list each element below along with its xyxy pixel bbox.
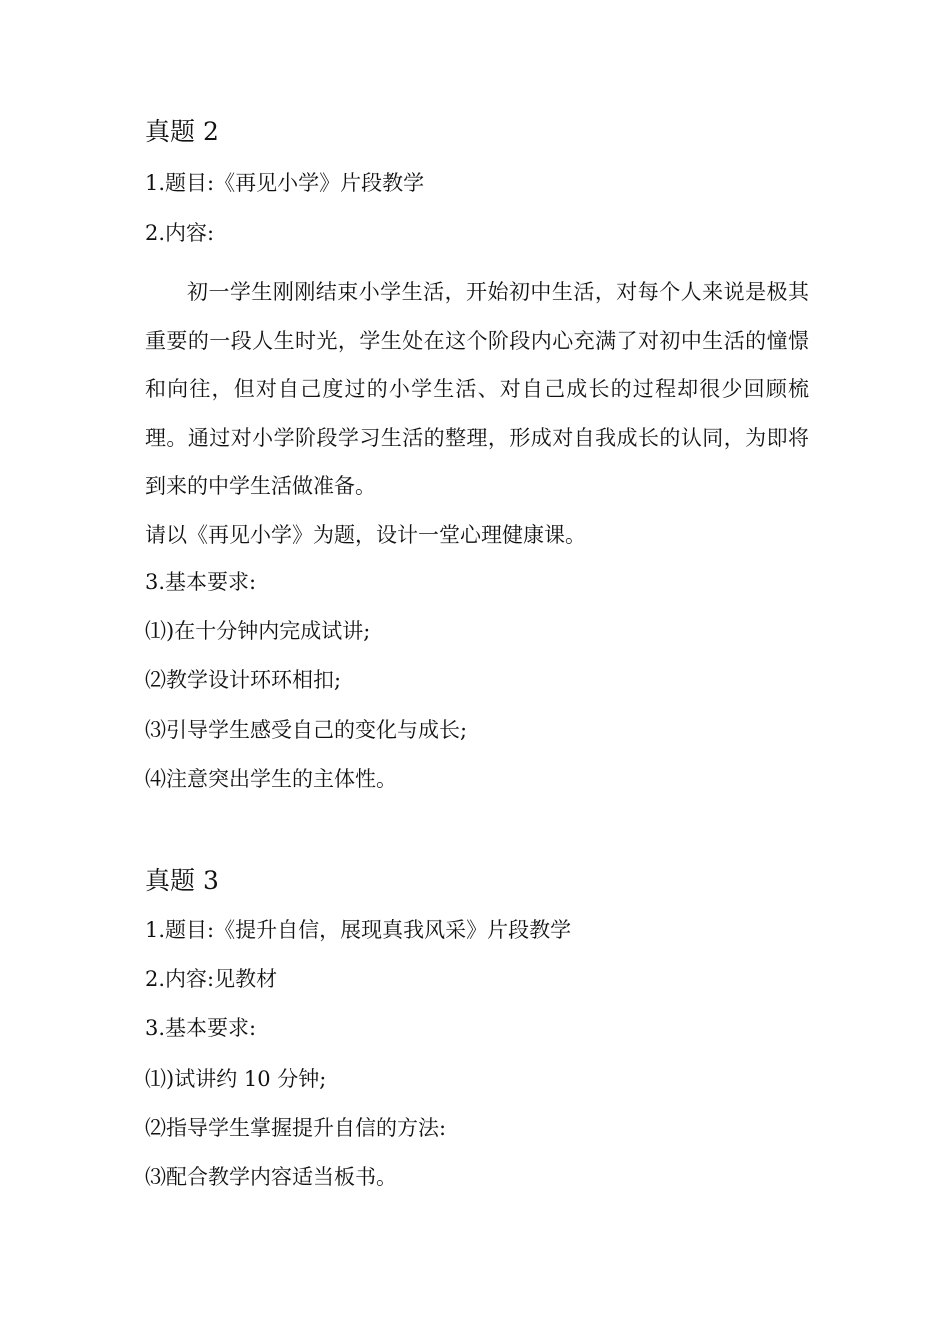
section-2-instruction: 请以《再见小学》为题，设计一堂心理健康课。 <box>145 523 586 547</box>
section-2-requirement-4: ⑷注意突出学生的主体性。 <box>145 767 397 791</box>
section-2-heading: 真题 2 <box>145 117 219 146</box>
section-2-requirement-2: ⑵教学设计环环相扣; <box>145 668 342 692</box>
section-2-requirement-3: ⑶引导学生感受自己的变化与成长; <box>145 718 468 742</box>
section-2-paragraph: 初一学生刚刚结束小学生活，开始初中生活，对每个人来说是极其重要的一段人生时光，学生处在这个阶段内心充满了对初中生活的憧憬和向往，但对自己度过的小学生活、对自己成长的过程却很少回顾梳理。通过对小学阶段学习生活的整理，形成对自我成长的认同，为即将到来的中学生活做准备。 <box>145 280 809 499</box>
section-3-requirement-3: ⑶配合教学内容适当板书。 <box>145 1165 397 1189</box>
section-3-heading: 真题 3 <box>145 866 219 895</box>
section-3-topic: 1.题目:《提升自信，展现真我风采》片段教学 <box>145 918 572 942</box>
section-2-content-label: 2.内容: <box>145 221 215 245</box>
section-2-requirement-1: ⑴)在十分钟内完成试讲; <box>145 619 371 643</box>
section-2-topic: 1.题目:《再见小学》片段教学 <box>145 171 425 195</box>
section-3-requirement-1: ⑴)试讲约 10 分钟; <box>145 1067 327 1091</box>
section-2-requirements-label: 3.基本要求: <box>145 570 257 594</box>
section-3-requirements-label: 3.基本要求: <box>145 1016 257 1040</box>
section-3-requirement-2: ⑵指导学生掌握提升自信的方法: <box>145 1116 447 1140</box>
section-3-content-label: 2.内容:见教材 <box>145 967 278 991</box>
